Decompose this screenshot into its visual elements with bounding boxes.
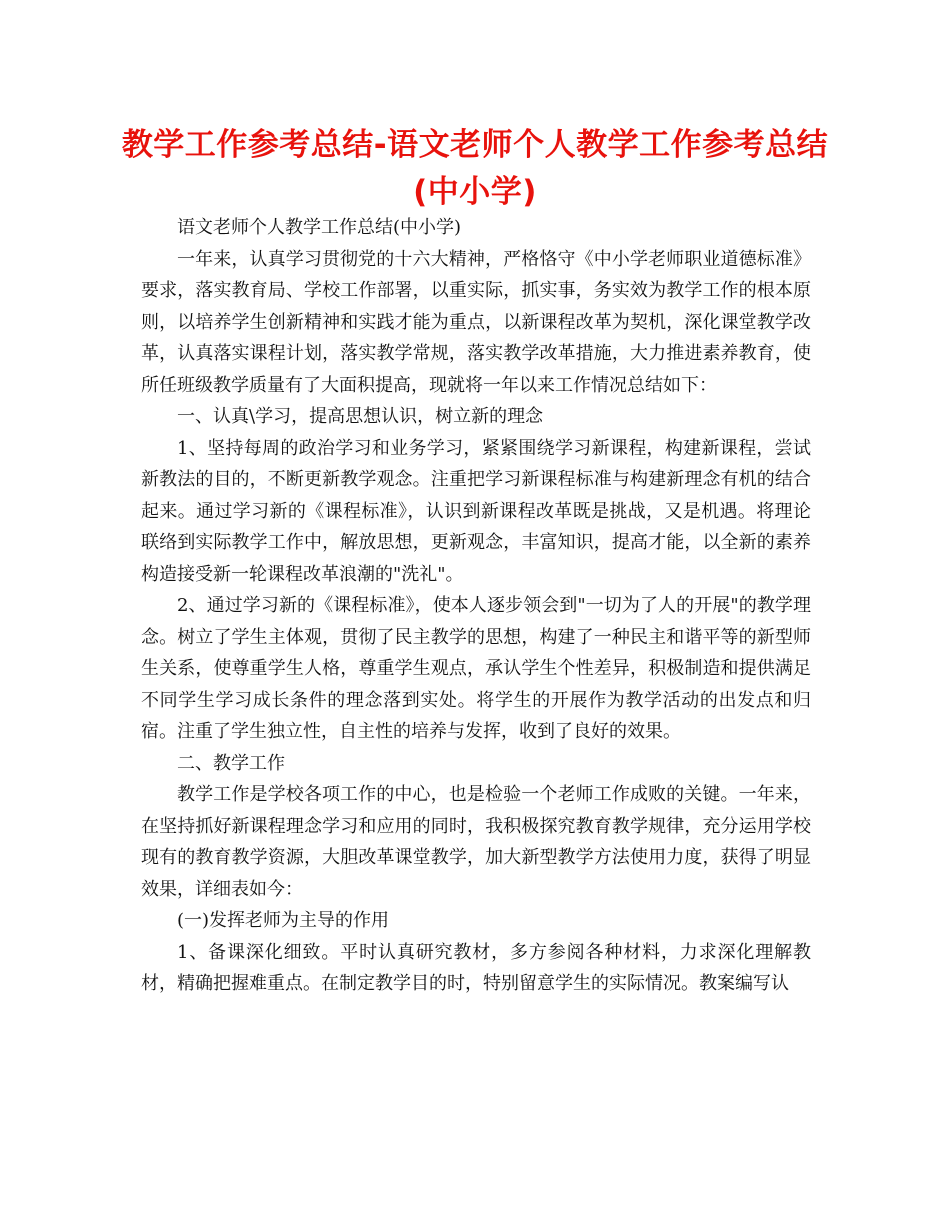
document-body [141,212,811,1000]
paragraph-subtitle: 语文老师个人教学工作总结(中小学) [177,217,462,238]
paragraph: 教学工作是学校各项工作的中心，也是检验一个老师工作成败的关键。一年来，在坚持抓好新课程理念学习和应用的同时，我积极探究教育教学规律，充分运用学校现有的教育教学资源，大胆改革课堂教学，加大新型教学方法使用力度，获得了明显效果，详细表如今： [141,784,811,900]
paragraph: 1、备课深化细致。平时认真研究教材，多方参阅各种材料，力求深化理解教材，精确把握难重点。在制定教学目的时，特别留意学生的实际情况。教案编写认 [141,941,811,994]
paragraph: 一年来，认真学习贯彻党的十六大精神，严格恪守《中小学老师职业道德标准》要求，落实教育局、学校工作部署，以重实际，抓实事，务实效为教学工作的根本原则，以培养学生创新精神和实践才能为重点，以新课程改革为契机，深化课堂教学改革，认真落实课程计划，落实教学常规，落实教学改革措施，大力推进素养教育，使所任班级教学质量有了大面积提高，现就将一年以来工作情况总结如下： [141,248,811,396]
paragraph: 1、坚持每周的政治学习和业务学习，紧紧围绕学习新课程，构建新课程，尝试新教法的目的，不断更新教学观念。注重把学习新课程标准与构建新理念有机的结合起来。通过学习新的《课程标准》，认识到新课程改革既是挑战，又是机遇。将理论联络到实际教学工作中，解放思想，更新观念，丰富知识，提高才能，以全新的素养构造接受新一轮课程改革浪潮的"洗礼"。 [141,437,811,585]
document-title: 教学工作参考总结-语文老师个人教学工作参考总结(中小学) [121,127,829,210]
section-heading: 一、认真\学习，提高思想认识，树立新的理念 [177,406,544,427]
section-heading: 二、教学工作 [177,752,285,774]
paragraph: 2、通过学习新的《课程标准》，使本人逐步领会到"一切为了人的开展"的教学理念。树立了学生主体观，贯彻了民主教学的思想，构建了一种民主和谐平等的新型师生关系，使尊重学生人格，尊重学生观点，承认学生个性差异，积极制造和提供满足不同学生学习成长条件的理念落到实处。将学生的开展作为教学活动的出发点和归宿。注重了学生独立性，自主性的培养与发挥，收到了良好的效果。 [141,595,811,742]
subsection-heading: (一)发挥老师为主导的作用 [177,910,390,931]
